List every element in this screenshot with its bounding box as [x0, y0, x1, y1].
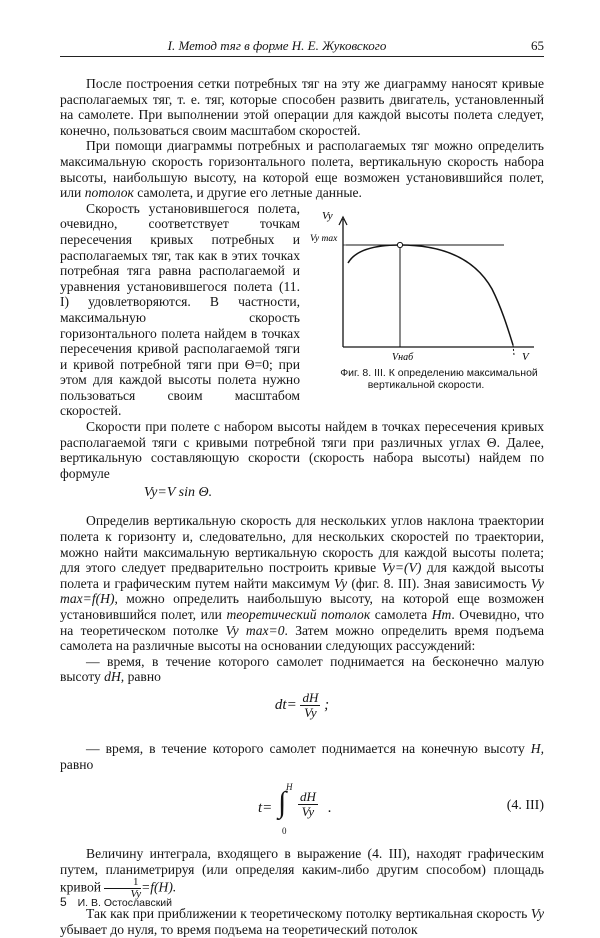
formula-dt-denominator: Vy	[304, 704, 317, 720]
p5-text-3: (фиг. 8. III). Зная зависимость	[351, 575, 527, 591]
p5-text-2: для каждой высоты полета и графическим путем найти максимум	[60, 560, 544, 591]
p5-formula-3: Vy max=0	[225, 622, 285, 638]
formula-dt	[60, 691, 544, 735]
running-header	[60, 38, 544, 57]
label-v: V	[522, 350, 529, 363]
paragraph-3	[60, 201, 544, 419]
signature-number: 5	[60, 895, 67, 909]
p9-text-a: Так как при приближении к теоретическому потолку вертикальная скорость	[86, 906, 528, 922]
formula-dt-tail: ;	[324, 696, 330, 713]
formula-t-numerator: dH	[300, 789, 316, 805]
p8-text-a: Величину интеграла, входящего в выражение (4. III), находят графическим путем, планиметрируя (или определяя каким-либо другим способом) площадь кривой	[60, 846, 544, 895]
p5-formula-2: Vy max=f(H)	[60, 575, 544, 607]
integral-lower-limit: 0	[282, 826, 287, 837]
p5-formula-1: Vy=(V)	[381, 560, 422, 576]
p5-emphasis: теоретический потолок	[226, 607, 371, 622]
formula-t-denominator: Vy	[301, 804, 315, 820]
formula-t-body	[258, 784, 378, 840]
p7-h: H,	[530, 740, 544, 756]
vertical-speed-chart	[308, 205, 544, 365]
integral-upper-limit: H	[286, 782, 293, 793]
running-title: I. Метод тяг в форме Н. Е. Жуковского	[167, 38, 387, 53]
vy-curve	[348, 245, 513, 345]
formula-t-integral	[60, 778, 544, 840]
p9-vy: Vy	[530, 906, 545, 922]
p7-text-b: равно	[60, 756, 94, 772]
p5-text-1: Определив вертикальную скорость для нескольких углов наклона траектории полета к горизонту и, следовательно, для нескольких скоростей по траектории, можно найти максимальную вертикальную скорость для каждой высоты полета; для этого следует предварительно построить кривые	[60, 513, 544, 576]
page-footer	[60, 895, 172, 909]
paragraph-7	[60, 741, 544, 772]
p5-text-5: самолета	[374, 607, 428, 622]
equation-number: (4. III)	[506, 798, 544, 814]
figure-caption: Фиг. 8. III. К определению максимальной вертикальной скорости.	[340, 366, 538, 392]
page-number: 65	[531, 38, 544, 53]
p5-vy: Vy	[334, 575, 348, 591]
paragraph-2-text-b: самолета, и другие его летные данные.	[137, 185, 362, 201]
label-vnab: Vнаб	[392, 351, 414, 363]
vymax-point	[397, 242, 402, 247]
p8-text-b: =f(H).	[141, 879, 177, 895]
paragraph-1: После построения сетки потребных тяг на эту же диаграмму наносят кривые располагаемых тяг, т. е. тяг, которые способен развить двигатель, установленный на самолете. При выполнении этой операции для каждой высоты полета следует, конечно, пользоваться своим масштабом скоростей.	[60, 76, 544, 138]
p5-text-4: , можно определить наибольшую высоту, на которой еще возможен установившийся полет, или	[60, 591, 544, 622]
inline-fraction-numerator: 1	[104, 877, 141, 889]
integral-sign: ∫	[278, 786, 287, 820]
figure-8-iii	[308, 205, 544, 392]
paragraph-2-emphasis: потолок	[84, 185, 134, 201]
label-vymax: Vy max	[310, 233, 338, 244]
formula-t-lhs: t=	[258, 800, 273, 817]
formula-dt-fraction	[300, 691, 320, 720]
paragraph-8	[60, 846, 544, 900]
formula-t-tail: .	[328, 800, 332, 817]
p5-text-7: . Затем можно определить время подъема самолета на различные высоты на основании следующих рассуждений:	[60, 622, 544, 654]
p6-text-b: равно	[127, 669, 161, 685]
p9-text-b: убывает до нуля, то время подъема на теоретический потолок	[60, 921, 418, 937]
formula-vy-sin	[60, 485, 296, 501]
footer-author: И. В. Остославский	[77, 897, 173, 909]
inline-fraction-denominator: Vy	[130, 888, 142, 901]
p6-dh: dH,	[104, 669, 125, 685]
paragraph-5	[60, 513, 544, 653]
p5-text-6: . Очевидно, что на теоретическом потолке	[60, 607, 544, 638]
paragraph-6	[60, 654, 544, 685]
p5-ht: Hт	[431, 607, 452, 622]
formula-dt-lhs: dt=	[274, 696, 297, 713]
paragraph-2	[60, 138, 544, 200]
paragraph-4: Скорости при полете с набором высоты найдем в точках пересечения кривых располагаемой тяги с кривыми потребной тяги при различных углах Θ. Далее, вертикальную составляющую скорости (скорость набора высоты) найдем по формуле	[60, 419, 544, 481]
formula-vy-sin-text: Vy=V sin Θ.	[143, 485, 213, 501]
page-body	[60, 66, 544, 938]
p6-text-a: — время, в течение которого самолет поднимается на бесконечно малую высоту	[60, 653, 544, 685]
paragraph-3-text: Скорость установившегося полета, очевидно, соответствует точкам пересечения кривых потребных и располагаемых тяг, так как в этих точках потребная тяга равна располагаемой и уравнения установившегося полета (11. I) удовлетворяются. В частности, максимальную скорость горизонтального полета найдем в точках пересечения кривой располагаемой тяги и кривой потребной тяги при Θ=0; при этом для каждой высоты полета нужно пользоваться своим масштабом скоростей.	[60, 200, 300, 419]
formula-dt-numerator: dH	[302, 689, 319, 705]
formula-t-fraction	[298, 790, 318, 819]
p7-text-a: — время, в течение которого самолет поднимается на конечную высоту	[86, 740, 525, 756]
paragraph-2-text-a: При помощи диаграммы потребных и располагаемых тяг можно определить максимальную скорость горизонтального полета, вертикальную скорость набора высоты, наибольшую высоту, на которой еще возможен установившийся полет, или	[60, 138, 544, 201]
label-vy: Vy	[322, 209, 333, 222]
